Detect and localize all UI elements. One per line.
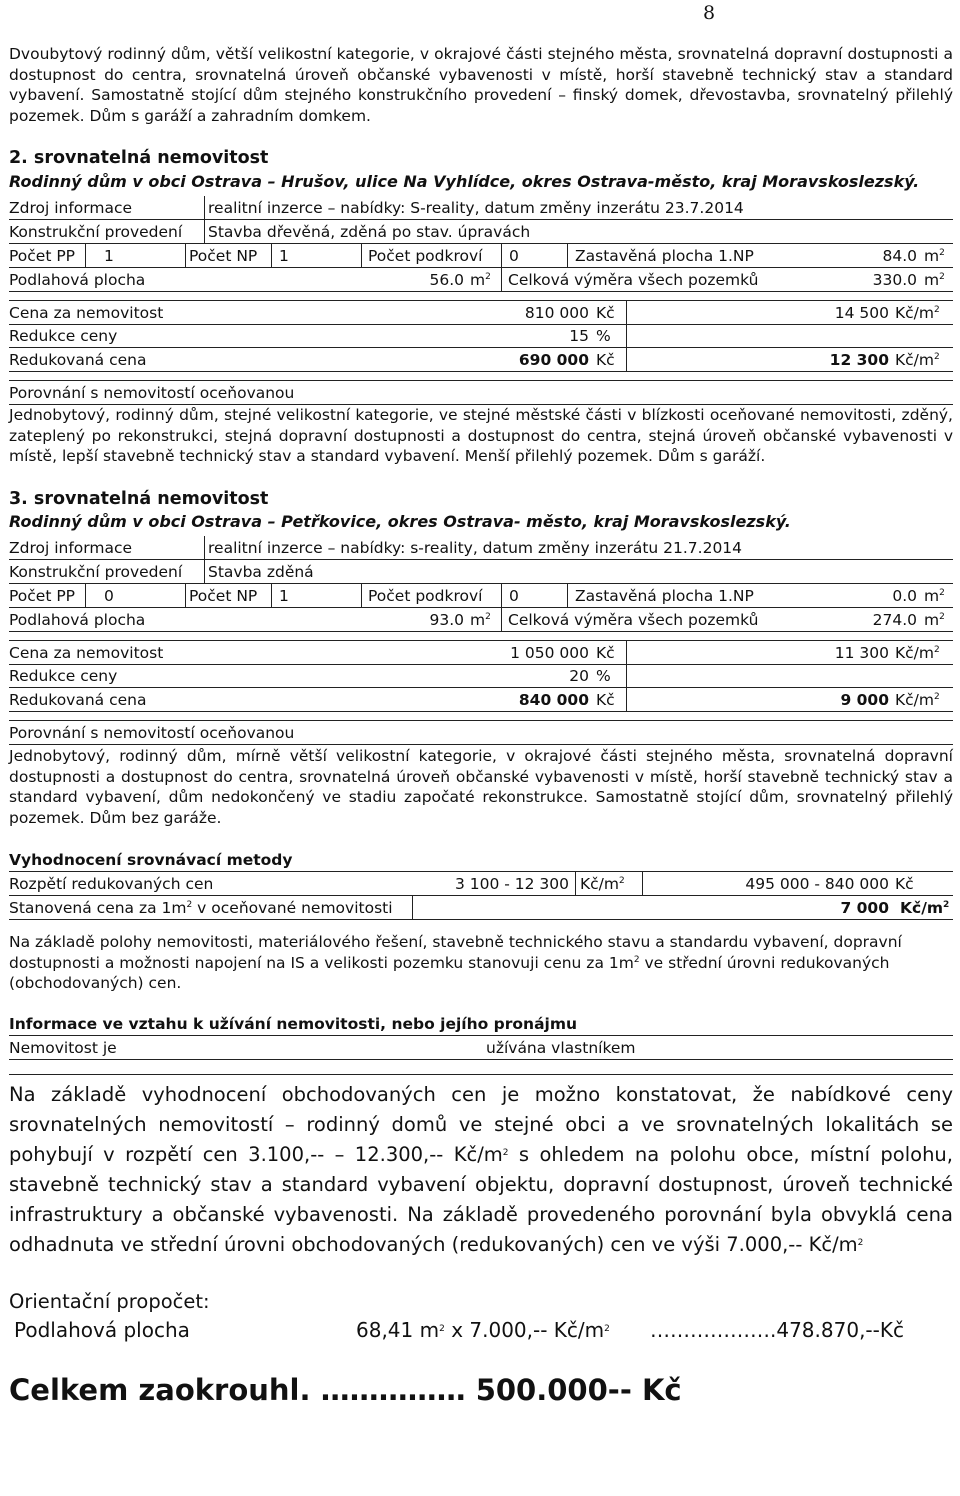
land-value: 330.0 [872, 271, 917, 289]
property-2-subtitle: Rodinný dům v obci Ostrava – Hrušov, ulice Na Vyhlídce, okres Ostrava-město, kraj Moravskoslezský. [9, 172, 920, 191]
property-2-price-row: Cena za nemovitost 810 000 Kč 14 500 $Kč/m^2$ [9, 300, 953, 325]
source-value: realitní inzerce – nabídky: S-reality, datum změny inzerátu 23.7.2014 [208, 199, 744, 217]
range-label: Rozpětí redukovaných cen [9, 875, 214, 893]
floor-label: Podlahová plocha [9, 611, 146, 629]
construction-label: Konstrukční provedení [9, 223, 183, 241]
reduced-m2: 12 300 [829, 351, 889, 369]
property-3-counts-row: Počet PP 0 Počet NP 1 Počet podkroví 0 Zastavěná plocha 1.NP 0.0 $m^2$ [9, 584, 953, 608]
built-value: 84.0 [882, 247, 917, 265]
reduction-value: 15 [569, 327, 589, 345]
calc-item-formula: 68,41 $m^2$ x 7.000,-- $Kč/m^2$ [356, 1318, 610, 1342]
usage-value: užívána vlastníkem [486, 1039, 636, 1057]
compare-label: Porovnání s nemovitostí oceňovanou [9, 724, 295, 742]
price-m2: 14 500 [834, 304, 889, 322]
floor-label: Podlahová plocha [9, 271, 146, 289]
property-2-counts-row: Počet PP 1 Počet NP 1 Počet podkroví 0 Zastavěná plocha 1.NP 84.0 $m^2$ [9, 244, 953, 268]
construction-value: Stavba zděná [208, 563, 314, 581]
reduced-m2: 9 000 [840, 691, 889, 709]
calc-total: Celkem zaokrouhl. …………… 500.000-- Kč [9, 1373, 682, 1407]
construction-value: Stavba dřevěná, zděná po stav. úpravách [208, 223, 531, 241]
property-2-compare-text: Jednobytový, rodinný dům, stejné velikostní kategorie, ve stejné městské části v blízkosti oceňované nemovitosti, zděný, zateplený po rekonstrukci, stejná dopravní dostupnosti a dostupnost do centra, stejná úroveň občanské vybavenosti v místě, lepší stavebně technický stav a standard vybavení. Menší přilehlý pozemek. Dům s garáží. [9, 406, 953, 465]
property-3-compare-text: Jednobytový, rodinný dům, mírně větší velikostní kategorie, v okrajové části stejného města, srovnatelná dopravní dostupnosti a dostupnost do centra, srovnatelná úroveň občanské vybavenosti v místě, horší stavebně technický stav a standard vybavení, dům nedokončený ve stadiu započaté rekonstrukce. Samostatně stojící dům, srovnatelný přilehlý pozemek. Dům bez garáže. [9, 747, 953, 827]
floor-value: 93.0 [429, 611, 464, 629]
evaluation-heading-row [9, 848, 953, 872]
property-3-heading: 3. srovnatelná nemovitost [9, 489, 269, 509]
reduced-value: 690 000 [518, 351, 589, 369]
usage-heading-row [9, 1012, 953, 1036]
construction-label: Konstrukční provedení [9, 563, 183, 581]
property-2-reduction-row: Redukce ceny 15 % [9, 324, 953, 348]
source-label: Zdroj informace [9, 539, 133, 557]
land-value: 274.0 [872, 611, 917, 629]
property-3-reduced-row: Redukovaná cena 840 000 Kč 9 000 $Kč/m^2$ [9, 688, 953, 712]
attic-value: 0 [509, 247, 519, 265]
evaluation-set-row: Stanovená cena za $1m^2$ v oceňované nemovitosti 7 000 $Kč/m^2$ [9, 896, 953, 920]
price-label: Cena za nemovitost [9, 644, 164, 662]
source-value: realitní inzerce – nabídky: s-reality, datum změny inzerátu 21.7.2014 [208, 539, 743, 557]
property-2-construction-row [9, 220, 953, 244]
calc-item-label: Podlahová plocha [14, 1318, 190, 1342]
page-number: 8 [703, 2, 716, 24]
calc-label: Orientační propočet: [9, 1290, 210, 1313]
price-m2: 11 300 [834, 644, 889, 662]
property-3-construction-row [9, 560, 953, 584]
set-label: Stanovená cena za $1m^2$ v oceňované nemovitosti [9, 899, 393, 917]
range-value: 3 100 - 12 300 [454, 875, 569, 893]
pp-value: 0 [104, 587, 114, 605]
built-value: 0.0 [892, 587, 917, 605]
evaluation-note: Na základě polohy nemovitosti, materiálového řešení, stavebně technického stavu a standardu vybavení, dopravní dostupnosti a možnosti napojení na IS a velikosti pozemku stanovuji cenu za $1m^2$ ve střední úrovni redukovaných (obchodovaných) cen. [9, 933, 902, 992]
calc-item-result: ……………….478.870,--Kč [650, 1318, 904, 1342]
land-label: Celková výměra všech pozemků [508, 611, 759, 629]
conclusion-text: Na základě vyhodnocení obchodovaných cen je možno konstatovat, že nabídkové ceny srovnatelných nemovitostí – rodinný domů ve stejné obci a ve srovnatelných lokalitách se pohybují v rozpětí cen 3.100,-- – 12.300,-- $Kč/m^2$ s ohledem na polohu obce, místní polohu, stavebně technický stav a standard vybavení objektu, dopravní dostupnost, úroveň technické infrastruktury a občanské vybavenosti. Na základě provedeného porovnání byla obvyklá cena odhadnuta ve střední úrovni obchodovaných (redukovaných) cen ve výši 7.000,-- $Kč/m^2$ [9, 1083, 953, 1256]
reduction-label: Redukce ceny [9, 327, 118, 345]
pp-value: 1 [104, 247, 114, 265]
reduced-label: Redukovaná cena [9, 351, 147, 369]
np-value: 1 [279, 247, 289, 265]
property-2-area-row: Podlahová plocha 56.0 $m^2$ Celková výměra všech pozemků 330.0 $m^2$ [9, 268, 953, 292]
pp-label: Počet PP [9, 247, 76, 265]
reduction-label: Redukce ceny [9, 667, 118, 685]
usage-heading: Informace ve vztahu k užívání nemovitosti, nebo jejího pronájmu [9, 1015, 578, 1033]
source-label: Zdroj informace [9, 199, 133, 217]
pp-label: Počet PP [9, 587, 76, 605]
range-total: 495 000 - 840 000 [745, 875, 889, 893]
property-3-compare-row [9, 720, 953, 745]
price-value: 810 000 [524, 304, 589, 322]
np-value: 1 [279, 587, 289, 605]
np-label: Počet NP [189, 587, 258, 605]
compare-label: Porovnání s nemovitostí oceňovanou [9, 384, 295, 402]
reduced-value: 840 000 [518, 691, 589, 709]
built-label: Zastavěná plocha 1.NP [575, 587, 754, 605]
evaluation-range-row: Rozpětí redukovaných cen 3 100 - 12 300 $Kč/m^2$ 495 000 - 840 000 Kč [9, 872, 953, 896]
property-3-subtitle: Rodinný dům v obci Ostrava – Petřkovice, okres Ostrava- město, kraj Moravskoslezský. [9, 512, 791, 531]
property-2-reduced-row: Redukovaná cena 690 000 Kč 12 300 $Kč/m^2$ [9, 348, 953, 372]
price-value: 1 050 000 [510, 644, 589, 662]
property-3-price-row: Cena za nemovitost 1 050 000 Kč 11 300 $Kč/m^2$ [9, 640, 953, 665]
set-value: 7 000 [840, 899, 889, 917]
price-label: Cena za nemovitost [9, 304, 164, 322]
attic-label: Počet podkroví [368, 587, 483, 605]
land-label: Celková výměra všech pozemků [508, 271, 759, 289]
attic-label: Počet podkroví [368, 247, 483, 265]
evaluation-heading: Vyhodnocení srovnávací metody [9, 851, 293, 869]
usage-label: Nemovitost je [9, 1039, 117, 1057]
np-label: Počet NP [189, 247, 258, 265]
property-2-compare-row [9, 380, 953, 405]
floor-value: 56.0 [429, 271, 464, 289]
attic-value: 0 [509, 587, 519, 605]
property-3-area-row: Podlahová plocha 93.0 $m^2$ Celková výměra všech pozemků 274.0 $m^2$ [9, 608, 953, 632]
intro-paragraph: Dvoubytový rodinný dům, větší velikostní kategorie, v okrajové části stejného města, srovnatelná dopravní dostupnosti a dostupnost do centra, srovnatelná úroveň občanské vybavenosti v místě, horší stavebně technický stav a standard vybavení. Samostatně stojící dům stejného konstrukčního provedení – finský domek, dřevostavba, srovnatelný přilehlý pozemek. Dům s garáží a zahradním domkem. [9, 45, 953, 125]
built-label: Zastavěná plocha 1.NP [575, 247, 754, 265]
property-2-heading: 2. srovnatelná nemovitost [9, 148, 269, 168]
property-3-reduction-row: Redukce ceny 20 % [9, 664, 953, 688]
property-3-source-row [9, 536, 953, 560]
reduced-label: Redukovaná cena [9, 691, 147, 709]
reduction-value: 20 [569, 667, 589, 685]
usage-row [9, 1036, 953, 1060]
property-2-source-row [9, 196, 953, 220]
